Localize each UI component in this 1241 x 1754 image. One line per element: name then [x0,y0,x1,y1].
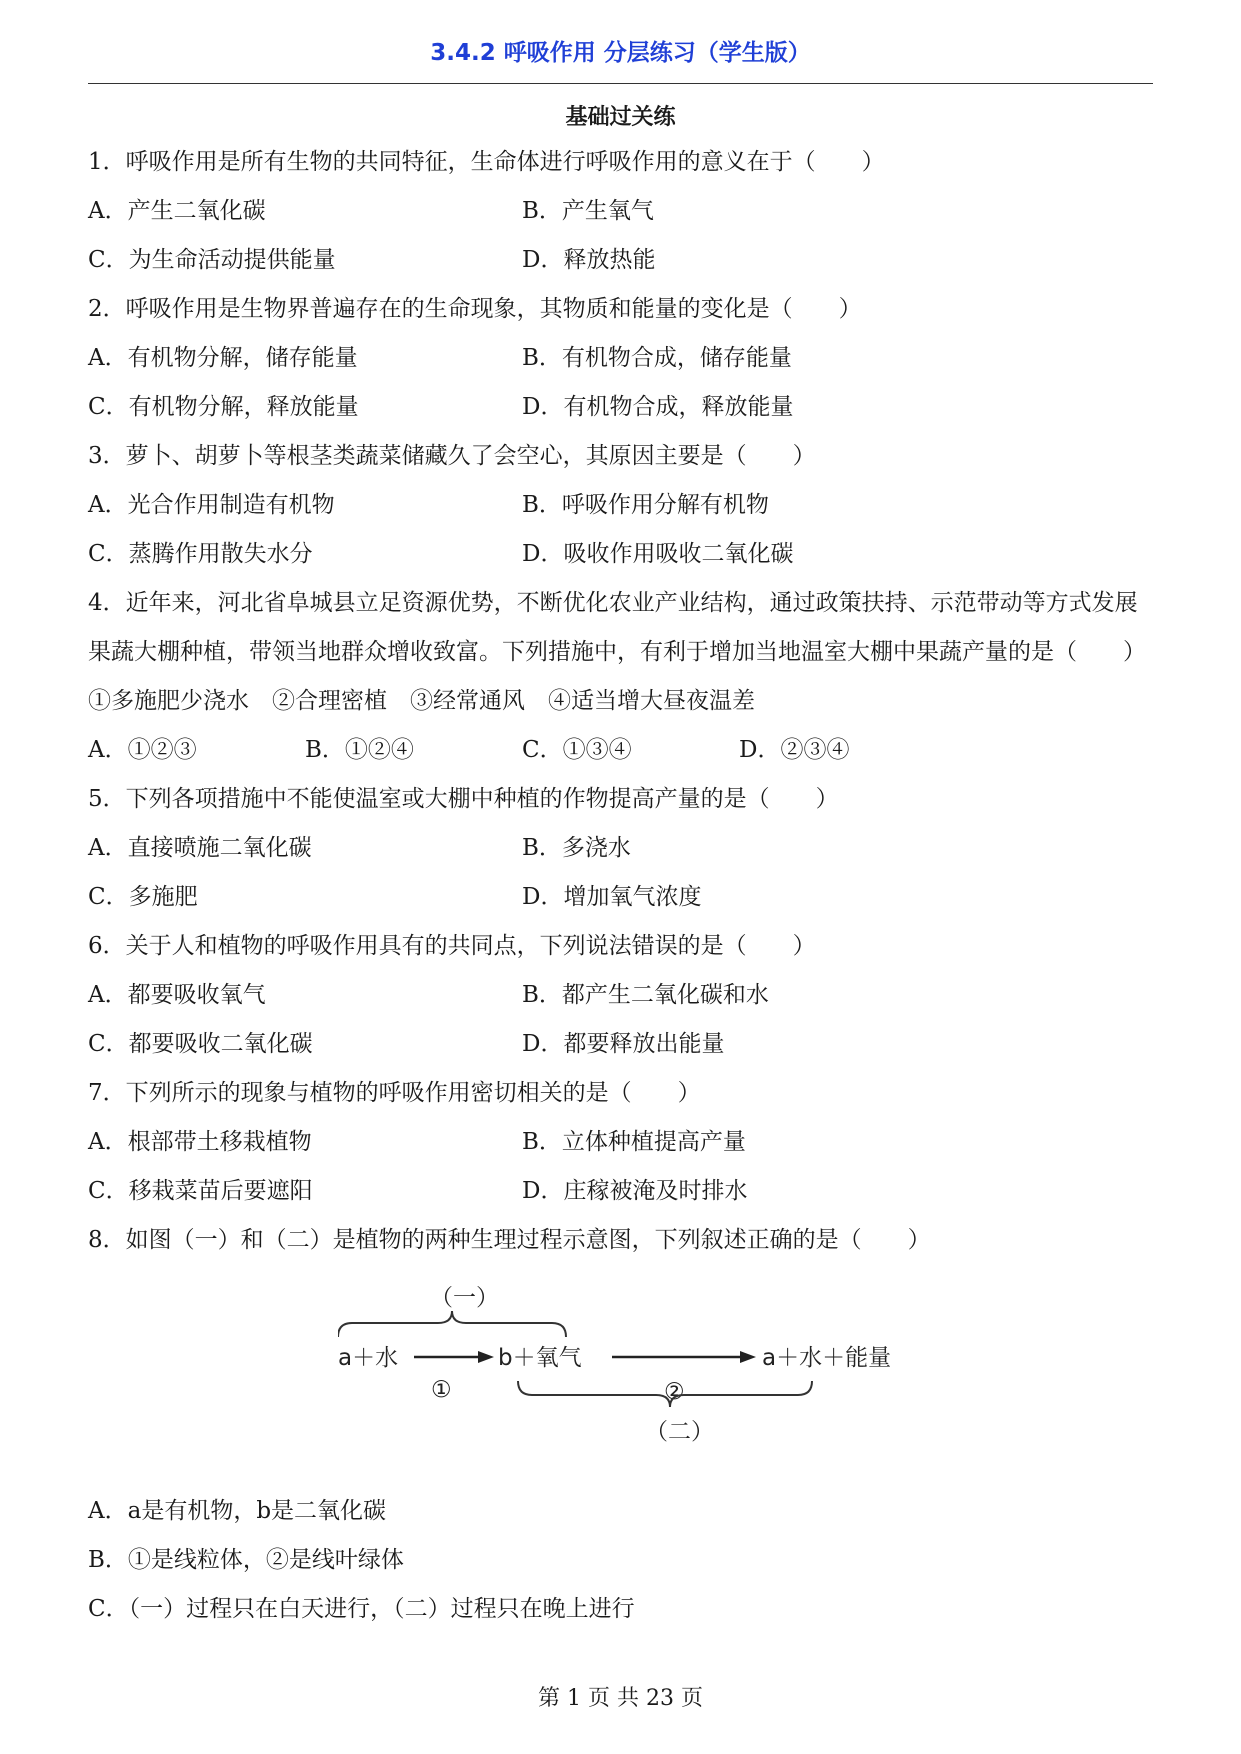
option-d[interactable]: D．②③④ [739,737,850,763]
page-number: 第 1 页 共 23 页 [538,1686,703,1711]
question-4-options [88,726,1154,775]
question-6-options [88,971,1154,1020]
question-1-stem: 1．呼吸作用是所有生物的共同特征，生命体进行呼吸作用的意义在于（ ） [88,149,885,175]
question-list [88,138,1154,1634]
question-8-option-b[interactable]: B．①是线粒体，②是线叶绿体 [88,1547,404,1573]
option-a[interactable]: A．①②③ [88,737,197,763]
option-d[interactable]: D．都要释放出能量 [522,1031,725,1057]
option-c[interactable]: C．移栽菜苗后要遮阳 [88,1178,313,1204]
option-b[interactable]: B．①②④ [305,737,414,763]
question-5-stem: 5．下列各项措施中不能使温室或大棚中种植的作物提高产量的是（ ） [88,786,839,812]
option-c[interactable]: C．有机物分解，释放能量 [88,394,359,420]
question-8-option-c[interactable]: C．（一）过程只在白天进行，（二）过程只在晚上进行 [88,1596,635,1622]
question-7-options [88,1118,1154,1167]
arrow-two-label: ② [664,1379,685,1405]
question-2-options-row2 [88,383,1154,432]
option-b[interactable]: B．有机物合成，储存能量 [522,345,792,371]
option-a[interactable]: A．产生二氧化碳 [88,198,266,224]
arrow-one-head [478,1351,494,1363]
question-4-statements: ①多施肥少浇水 ②合理密植 ③经常通风 ④适当增大昼夜温差 [88,688,755,714]
option-d[interactable]: D．增加氧气浓度 [522,884,702,910]
question-4-stem: 4．近年来，河北省阜城县立足资源优势，不断优化农业产业结构，通过政策扶持、示范带动等方式发展果蔬大棚种植，带领当地群众增收致富。下列措施中，有利于增加当地温室大棚中果蔬产量的是（ ） [88,590,1146,665]
question-3-stem: 3．萝卜、胡萝卜等根茎类蔬菜储藏久了会空心，其原因主要是（ ） [88,443,816,469]
process-diagram [88,1265,1154,1487]
question-6-stem: 6．关于人和植物的呼吸作用具有的共同点，下列说法错误的是（ ） [88,933,816,959]
option-b[interactable]: B．都产生二氧化碳和水 [522,982,769,1008]
arrow-two-head [740,1351,756,1363]
page-title: 3.4.2 呼吸作用 分层练习（学生版） [430,40,811,66]
brace-process-one [338,1311,566,1337]
question-5-options-row2 [88,873,1154,922]
option-c[interactable]: C．为生命活动提供能量 [88,247,336,273]
process-diagram-svg [338,1271,978,1471]
term-right: a＋水＋能量 [762,1345,892,1371]
option-a[interactable]: A．都要吸收氧气 [88,982,266,1008]
option-a[interactable]: A．光合作用制造有机物 [88,492,335,518]
question-1-options-row2 [88,236,1154,285]
option-c[interactable]: C．①③④ [522,737,632,763]
option-d[interactable]: D．释放热能 [522,247,656,273]
option-b[interactable]: B．呼吸作用分解有机物 [522,492,769,518]
question-3-options [88,481,1154,530]
term-middle: b＋氧气 [498,1345,582,1371]
label-process-one: （一） [430,1285,499,1311]
option-a[interactable]: A．有机物分解，储存能量 [88,345,358,371]
option-d[interactable]: D．吸收作用吸收二氧化碳 [522,541,794,567]
option-b[interactable]: B．产生氧气 [522,198,654,224]
option-a[interactable]: A．直接喷施二氧化碳 [88,835,312,861]
question-3-options-row2 [88,530,1154,579]
question-2-options [88,334,1154,383]
arrow-one-label: ① [431,1377,452,1403]
question-2-stem: 2．呼吸作用是生物界普遍存在的生命现象，其物质和能量的变化是（ ） [88,296,862,322]
question-1-options [88,187,1154,236]
term-left: a＋水 [338,1345,399,1371]
header-divider [88,83,1153,84]
option-c[interactable]: C．多施肥 [88,884,198,910]
option-c[interactable]: C．都要吸收二氧化碳 [88,1031,313,1057]
option-a[interactable]: A．根部带土移栽植物 [88,1129,312,1155]
question-5-options [88,824,1154,873]
question-6-options-row2 [88,1020,1154,1069]
option-c[interactable]: C．蒸腾作用散失水分 [88,541,313,567]
label-process-two: （二） [645,1419,714,1445]
option-b[interactable]: B．立体种植提高产量 [522,1129,746,1155]
option-d[interactable]: D．庄稼被淹及时排水 [522,1178,748,1204]
question-7-options-row2 [88,1167,1154,1216]
question-7-stem: 7．下列所示的现象与植物的呼吸作用密切相关的是（ ） [88,1080,701,1106]
section-title: 基础过关练 [565,105,676,130]
question-8-stem: 8．如图（一）和（二）是植物的两种生理过程示意图，下列叙述正确的是（ ） [88,1227,931,1253]
option-d[interactable]: D．有机物合成，释放能量 [522,394,794,420]
option-b[interactable]: B．多浇水 [522,835,631,861]
question-8-option-a[interactable]: A．a是有机物，b是二氧化碳 [88,1498,387,1524]
